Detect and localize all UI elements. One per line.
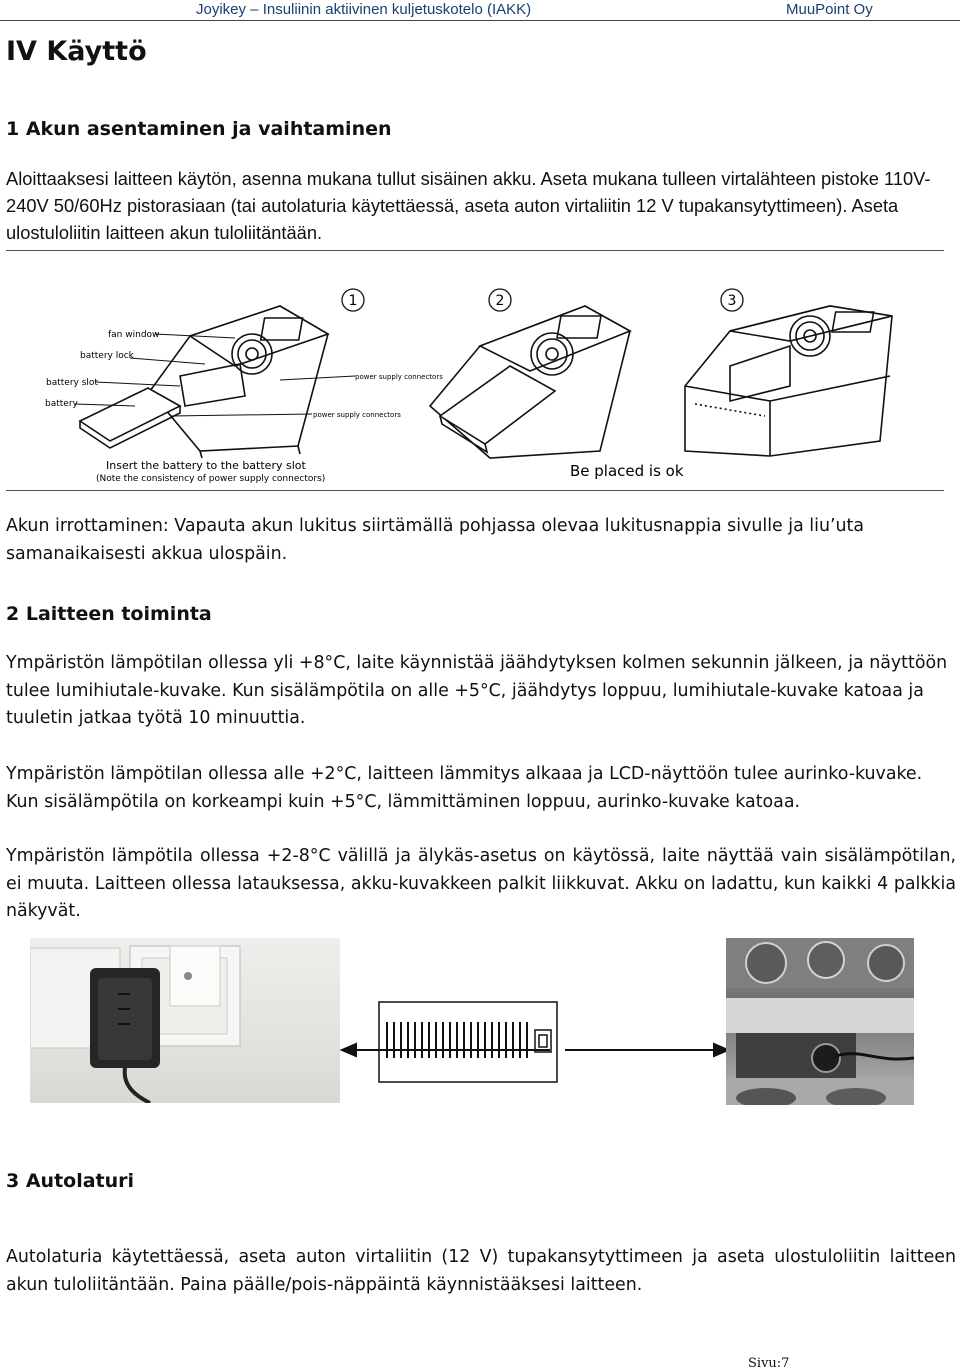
- header-company: MuuPoint Oy: [786, 1, 873, 18]
- page-header: [0, 0, 960, 22]
- label-fan-window: fan window: [108, 330, 160, 340]
- step-3-number: 3: [727, 293, 737, 309]
- section-2-paragraph-1: Ympäristön lämpötilan ollessa yli +8°C, laite käynnistää jäähdytyksen kolmen sekunnin jälkeen, ja näyttöön tulee lumihiutale-kuvake. Kun sisälämpötila on alle +5°C, jäähdytys loppuu, lumihiutale-kuvake katoaa ja tuuletin jatkaa työtä 10 minuuttia.: [6, 653, 948, 728]
- page-number: Sivu:7: [748, 1356, 790, 1371]
- section-1-body: Aloittaaksesi laitteen käytön, asenna mukana tullut sisäinen akku. Aseta mukana tulleen virtalähteen pistoke 110V-240V 50/60Hz pistorasiaan (tai autolaturia käytettäessä, aseta auton virtaliitin 12 V tupakansytyttimeen). Aseta ulostuloliitin laitteen akun tuloliitäntään.: [6, 168, 931, 243]
- connection-arrow: [340, 1030, 730, 1070]
- label-power-supply-connectors-lower: power supply connectors: [313, 411, 401, 419]
- battery-insertion-figure: [30, 276, 950, 488]
- label-battery: battery: [45, 399, 78, 409]
- figure-caption-insert: Insert the battery to the battery slot: [106, 459, 306, 472]
- header-rule: [0, 20, 960, 21]
- header-document-title: Joyikey – Insuliinin aktiivinen kuljetuskotelo (IAKK): [196, 1, 532, 18]
- figure-1-top-rule: [6, 250, 944, 251]
- wall-charger-photo: [30, 938, 340, 1103]
- figure-1-bottom-rule: [6, 490, 944, 491]
- section-2-paragraph-3: Ympäristön lämpötila ollessa +2-8°C välillä ja älykäs-asetus on käytössä, laite näyttää vain sisälämpötilan, ei muuta. Laitteen ollessa latauksessa, akku-kuvakkeen palkit liikkuvat. Akku on ladattu, kun kaikki 4 palkkia näkyvät.: [6, 846, 956, 921]
- section-3-body: Autolaturia käytettäessä, aseta auton virtaliitin (12 V) tupakansytyttimeen ja aseta ulostuloliitin laitteen akun tuloliitäntään. Paina päälle/pois-näppäintä käynnistääksesi laitteen.: [6, 1247, 956, 1295]
- car-cigarette-lighter-photo: [726, 938, 914, 1105]
- figure-caption-note: (Note the consistency of power supply connectors): [96, 474, 326, 484]
- chapter-title: IV Käyttö: [6, 36, 147, 67]
- section-2-title: 2 Laitteen toiminta: [6, 603, 212, 625]
- figure-caption-placed: Be placed is ok: [570, 462, 684, 480]
- battery-removal-text: Akun irrottaminen: Vapauta akun lukitus siirtämällä pohjassa olevaa lukitusnappia sivulle ja liu’uta samanaikaisesti akkua ulospäin.: [6, 516, 865, 564]
- step-2-number: 2: [495, 293, 505, 309]
- section-3-title: 3 Autolaturi: [6, 1170, 135, 1192]
- label-power-supply-connectors-upper: power supply connectors: [355, 373, 443, 381]
- label-battery-lock: battery lock: [80, 351, 134, 361]
- section-1-title: 1 Akun asentaminen ja vaihtaminen: [6, 118, 392, 140]
- step-1-number: 1: [348, 293, 358, 309]
- label-battery-slot: battery slot: [46, 378, 98, 388]
- section-2-paragraph-2: Ympäristön lämpötilan ollessa alle +2°C, laitteen lämmitys alkaaa ja LCD-näyttöön tulee aurinko-kuvake. Kun sisälämpötila on korkeampi kuin +5°C, lämmittäminen loppuu, aurinko-kuvake katoaa.: [6, 764, 923, 812]
